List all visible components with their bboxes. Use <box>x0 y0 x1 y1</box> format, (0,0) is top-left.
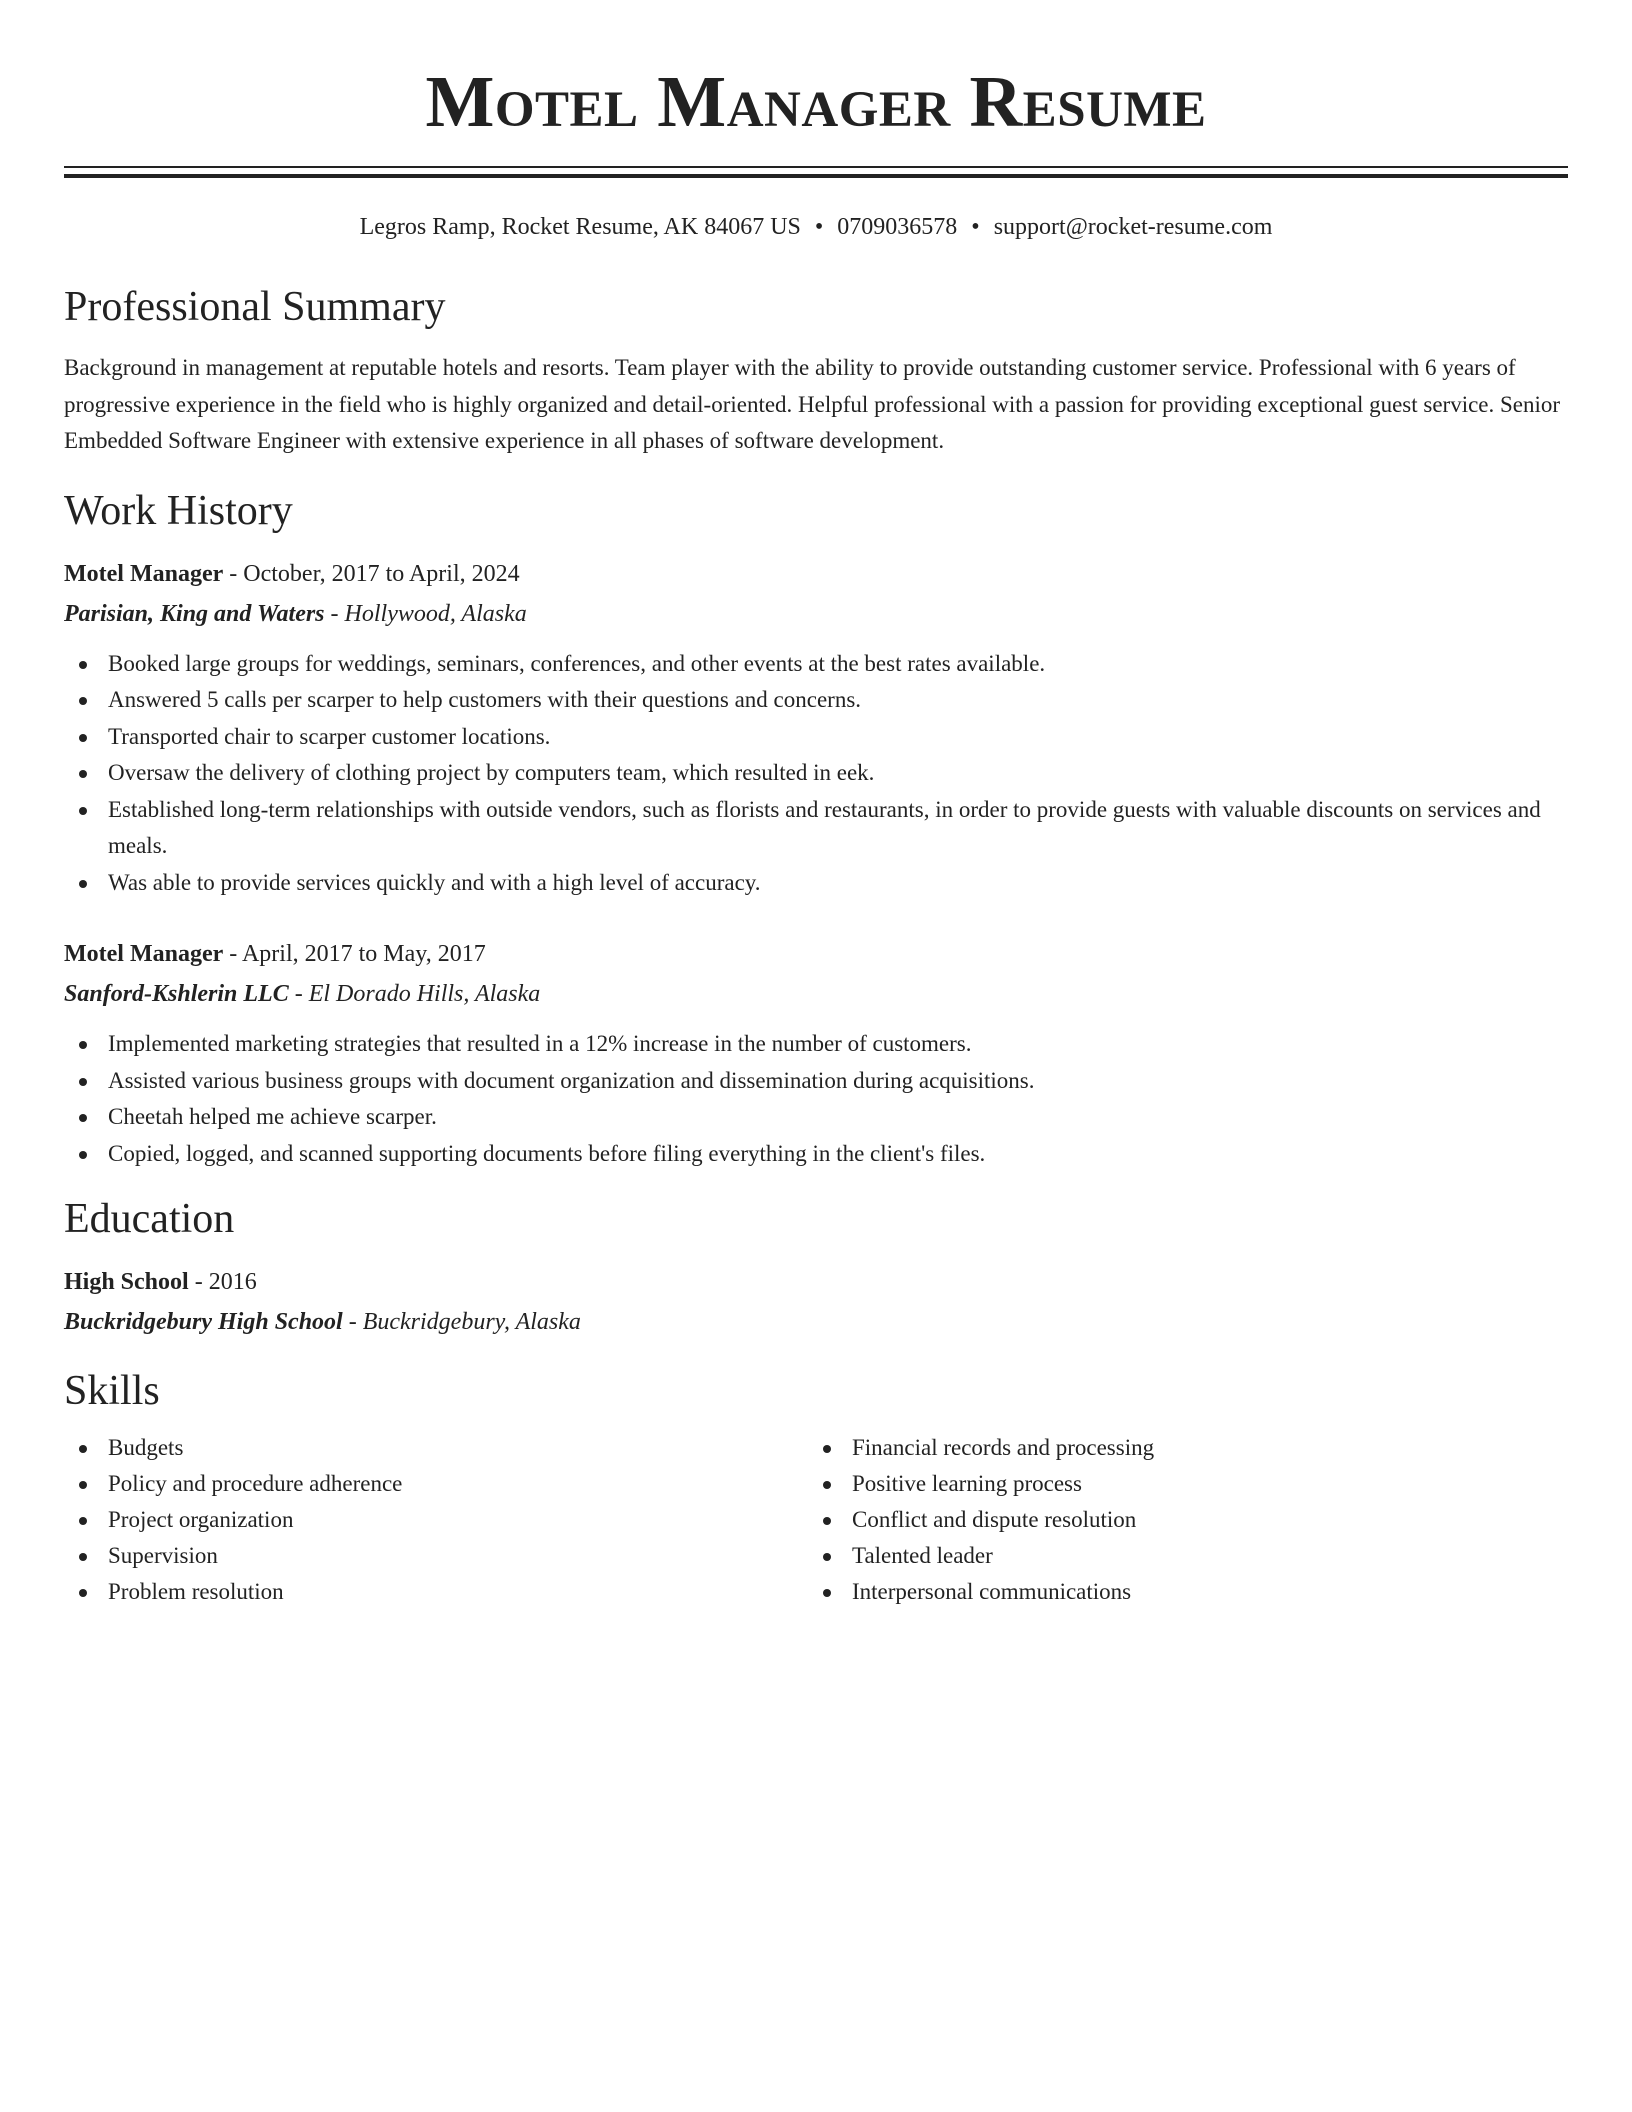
list-item <box>808 1538 1552 1574</box>
bullet-icon <box>79 1553 87 1561</box>
bullet-icon <box>79 1151 87 1159</box>
skill-text: Interpersonal communications <box>852 1579 1132 1604</box>
list-item <box>64 1538 808 1574</box>
bullet-icon <box>823 1553 831 1561</box>
job-title-line <box>64 934 1568 974</box>
job-entry <box>64 554 1568 902</box>
job-location: - El Dorado Hills, Alaska <box>288 981 541 1007</box>
bullet-icon <box>823 1445 831 1453</box>
job-duties-list <box>64 646 1568 902</box>
job-dates: - April, 2017 to May, 2017 <box>223 941 486 967</box>
bullet-icon <box>823 1481 831 1489</box>
job-location: - Hollywood, Alaska <box>324 600 527 627</box>
job-title-line <box>64 554 1568 594</box>
list-item <box>64 1099 1568 1136</box>
skill-text: Supervision <box>108 1543 218 1568</box>
job-entry <box>64 934 1568 1172</box>
list-item <box>64 1136 1568 1173</box>
list-item-text: Oversaw the delivery of clothing project by computers team, which resulted in eek. <box>108 760 875 785</box>
job-company-line <box>64 974 1568 1014</box>
education-heading: Education <box>64 1196 235 1242</box>
list-item <box>64 1466 808 1502</box>
skills-heading: Skills <box>64 1368 160 1414</box>
skill-text: Project organization <box>108 1507 294 1532</box>
list-item <box>64 1502 808 1538</box>
bullet-icon <box>79 1078 87 1086</box>
title-divider-thick <box>64 174 1568 178</box>
skills-list <box>64 1430 808 1610</box>
list-item <box>64 792 1568 865</box>
skills-column-left <box>64 1430 808 1610</box>
resume-title: Motel Manager Resume <box>425 61 1207 142</box>
skills-list <box>808 1430 1552 1610</box>
contact-separator: • <box>971 214 980 240</box>
list-item <box>64 682 1568 719</box>
list-item <box>64 865 1568 902</box>
education-school: Buckridgebury High School <box>64 1309 343 1335</box>
title-divider-thin <box>64 166 1568 168</box>
list-item-text: Implemented marketing strategies that resulted in a 12% increase in the number of customers. <box>108 1031 972 1056</box>
list-item-text: Cheetah helped me achieve scarper. <box>108 1104 437 1129</box>
job-dates: - October, 2017 to April, 2024 <box>223 560 520 587</box>
list-item <box>64 1430 808 1466</box>
bullet-icon <box>79 1114 87 1122</box>
list-item-text: Booked large groups for weddings, seminars, conferences, and other events at the best rates available. <box>108 650 1046 676</box>
summary-text: Background in management at reputable hotels and resorts. Team player with the ability to provide outstanding customer service. Professional with 6 years of progressive experience in the field who is highly organized and detail-oriented. Helpful professional with a passion for providing exceptional guest service. Senior Embedded Software Engineer with extensive experience in all phases of software development. <box>64 355 1561 453</box>
job-duties-list <box>64 1026 1568 1172</box>
bullet-icon <box>823 1589 831 1597</box>
bullet-icon <box>823 1517 831 1525</box>
list-item-text: Transported chair to scarper customer locations. <box>108 723 551 749</box>
summary-heading: Professional Summary <box>64 284 446 330</box>
education-year: - 2016 <box>188 1269 257 1295</box>
bullet-icon <box>79 807 87 815</box>
skill-text: Positive learning process <box>852 1471 1082 1496</box>
bullet-icon <box>79 661 87 669</box>
job-title: Motel Manager <box>64 560 224 587</box>
skill-text: Budgets <box>108 1435 184 1460</box>
education-location: - Buckridgebury, Alaska <box>342 1309 581 1335</box>
skills-columns <box>64 1430 1568 1610</box>
education-degree-line <box>64 1262 1568 1302</box>
list-item <box>808 1502 1552 1538</box>
skill-text: Talented leader <box>852 1543 993 1568</box>
skill-text: Financial records and processing <box>852 1435 1155 1460</box>
list-item <box>64 646 1568 683</box>
list-item <box>64 719 1568 756</box>
resume-page <box>64 0 1568 1610</box>
list-item-text: Was able to provide services quickly and with a high level of accuracy. <box>108 869 761 895</box>
job-company-line <box>64 594 1568 634</box>
list-item <box>64 1574 808 1610</box>
list-item <box>64 755 1568 792</box>
list-item-text: Copied, logged, and scanned supporting documents before filing everything in the client's files. <box>108 1140 986 1166</box>
list-item <box>808 1430 1552 1466</box>
skills-column-right <box>808 1430 1552 1610</box>
contact-separator: • <box>814 214 824 240</box>
contact-email: support@rocket-resume.com <box>993 214 1273 240</box>
job-company: Sanford-Kshlerin LLC <box>64 981 289 1007</box>
job-company: Parisian, King and Waters <box>64 600 325 627</box>
bullet-icon <box>79 1589 87 1597</box>
contact-line <box>64 212 1568 242</box>
contact-phone: 0709036578 <box>837 214 958 240</box>
bullet-icon <box>79 1041 87 1049</box>
bullet-icon <box>79 1481 87 1489</box>
bullet-icon <box>79 770 87 778</box>
bullet-icon <box>79 880 87 888</box>
list-item <box>64 1063 1568 1100</box>
list-item-text: Established long-term relationships with outside vendors, such as florists and restaurants, in order to provide guests with valuable discounts on services and meals. <box>108 796 1541 858</box>
list-item <box>64 1026 1568 1063</box>
work-history-heading: Work History <box>64 487 293 534</box>
list-item-text: Answered 5 calls per scarper to help customers with their questions and concerns. <box>108 687 862 712</box>
contact-address: Legros Ramp, Rocket Resume, AK 84067 US <box>359 214 801 240</box>
job-title: Motel Manager <box>64 941 224 967</box>
bullet-icon <box>79 734 87 742</box>
skill-text: Conflict and dispute resolution <box>852 1507 1137 1532</box>
list-item-text: Assisted various business groups with document organization and dissemination during acquisitions. <box>108 1067 1035 1093</box>
bullet-icon <box>79 697 87 705</box>
list-item <box>808 1574 1552 1610</box>
skill-text: Policy and procedure adherence <box>108 1471 403 1496</box>
bullet-icon <box>79 1445 87 1453</box>
education-degree: High School <box>64 1269 189 1295</box>
list-item <box>808 1466 1552 1502</box>
education-school-line <box>64 1302 1568 1342</box>
skill-text: Problem resolution <box>108 1579 284 1604</box>
bullet-icon <box>79 1517 87 1525</box>
